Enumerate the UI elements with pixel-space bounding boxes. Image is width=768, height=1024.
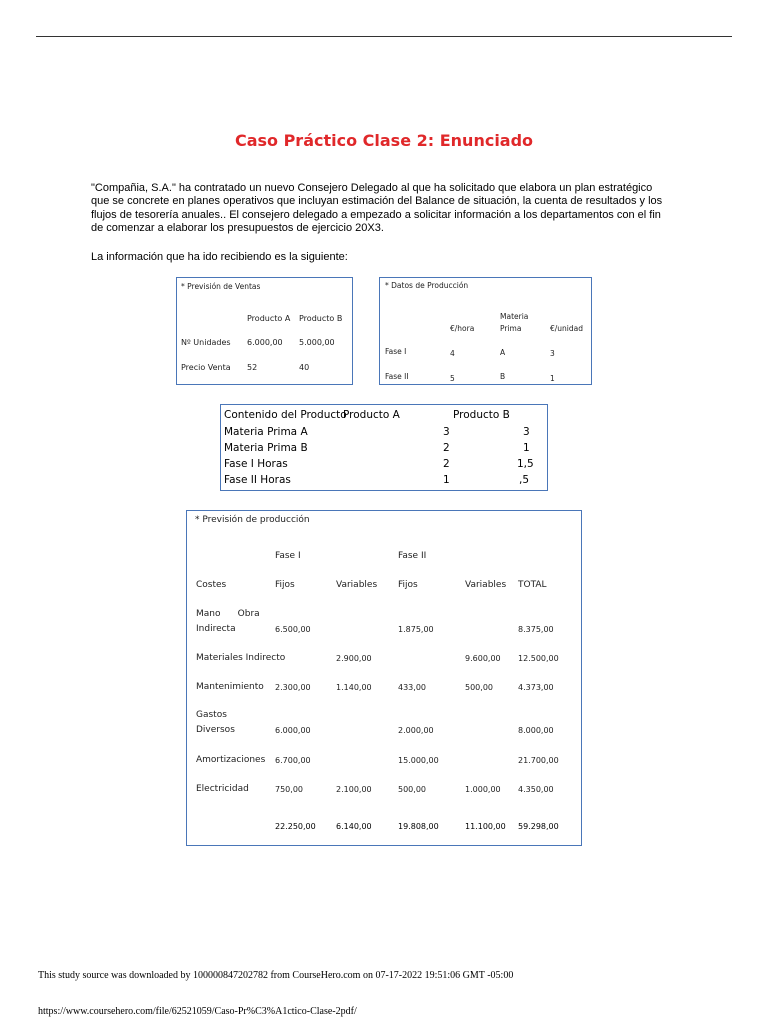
contenido-cell: ,5 [519, 474, 530, 486]
prevision-header: Variables [336, 580, 378, 590]
produccion-header: €/unidad [550, 324, 584, 333]
top-rule [36, 36, 732, 37]
prevision-row-label: Materiales Indirecto [196, 653, 286, 663]
prevision-cell: 6.700,00 [275, 756, 311, 765]
page-title: Caso Práctico Clase 2: Enunciado [234, 131, 534, 150]
prevision-cell: 500,00 [398, 785, 426, 794]
prevision-cell: 8.375,00 [518, 625, 554, 634]
contenido-table [220, 404, 548, 491]
prevision-header: Fijos [398, 580, 418, 590]
produccion-cell: 1 [550, 374, 555, 383]
contenido-cell: 3 [443, 426, 450, 438]
intro-paragraph [91, 182, 691, 235]
prevision-total: 22.250,00 [275, 822, 316, 831]
prevision-cell: 4.373,00 [518, 683, 554, 692]
prevision-cell: 8.000,00 [518, 726, 554, 735]
prevision-cell: 750,00 [275, 785, 303, 794]
contenido-row-label: Materia Prima A [224, 426, 308, 438]
prevision-row-label: Gastos [196, 710, 227, 720]
produccion-cell: B [500, 372, 506, 381]
ventas-cell: 5.000,00 [299, 338, 335, 347]
prevision-cell: 12.500,00 [518, 654, 559, 663]
contenido-cell: 1 [523, 442, 530, 454]
prevision-cell: 2.000,00 [398, 726, 434, 735]
prevision-cell: 4.350,00 [518, 785, 554, 794]
intro-line: que se concrete en planes operativos que incluyan estimación del Balance de situación, la cuenta de resultados y los [91, 195, 663, 208]
prevision-total: 11.100,00 [465, 822, 506, 831]
ventas-cell: 52 [247, 363, 258, 372]
prevision-header: Fijos [275, 580, 295, 590]
contenido-cell: 2 [443, 458, 450, 470]
ventas-cell: 6.000,00 [247, 338, 283, 347]
produccion-header: €/hora [450, 324, 475, 333]
prevision-cell: 2.900,00 [336, 654, 372, 663]
prevision-row-label: Mano Obra [196, 609, 260, 619]
prevision-total: 6.140,00 [336, 822, 372, 831]
prevision-cell: 500,00 [465, 683, 493, 692]
prevision-cell: 9.600,00 [465, 654, 501, 663]
produccion-header: Prima [500, 324, 522, 333]
footer-url[interactable]: https://www.coursehero.com/file/62521059/Caso-Pr%C3%A1ctico-Clase-2pdf/ [38, 1006, 357, 1017]
prevision-total: 19.808,00 [398, 822, 439, 831]
prevision-cell: 6.000,00 [275, 726, 311, 735]
intro-line: de comenzar a elaborar los presupuestos de ejercicio 20X3. [91, 221, 384, 234]
ventas-cell: 40 [299, 363, 310, 372]
contenido-header: Producto B [453, 409, 510, 421]
intro-subtitle: La información que ha ido recibiendo es la siguiente: [91, 251, 348, 263]
prevision-row-label: Diversos [196, 725, 235, 735]
footer-download-note: This study source was downloaded by 100000847202782 from CourseHero.com on 07-17-2022 19:51:06 GMT -05:00 [38, 970, 514, 981]
contenido-header: Producto A [343, 409, 400, 421]
prevision-total: 59.298,00 [518, 822, 559, 831]
ventas-header-b: Producto B [299, 314, 343, 323]
ventas-title: * Previsión de Ventas [181, 282, 261, 291]
produccion-cell: 4 [450, 349, 455, 358]
contenido-cell: 1 [443, 474, 450, 486]
prevision-row-label: Electricidad [196, 784, 249, 794]
prevision-cell: 1.875,00 [398, 625, 434, 634]
prevision-cell: 2.300,00 [275, 683, 311, 692]
fase2-header: Fase II [398, 551, 427, 561]
prevision-cell: 1.000,00 [465, 785, 501, 794]
ventas-row-label: Precio Venta [181, 363, 231, 372]
prevision-row-label: Mantenimiento [196, 682, 264, 692]
prevision-cell: 15.000,00 [398, 756, 439, 765]
contenido-header: Contenido del Producto [224, 409, 347, 421]
produccion-table [379, 277, 592, 385]
prevision-table [186, 510, 582, 846]
produccion-cell: A [500, 348, 506, 357]
prevision-cell: 1.140,00 [336, 683, 372, 692]
prevision-cell: 21.700,00 [518, 756, 559, 765]
produccion-header: Materia [500, 312, 529, 321]
fase1-header: Fase I [275, 551, 301, 561]
prevision-title: * Previsión de producción [195, 515, 310, 525]
ventas-table [176, 277, 353, 385]
intro-line: "Compañia, S.A." ha contratado un nuevo Consejero Delegado al que ha solicitado que elabora un plan estratégico [91, 182, 653, 194]
produccion-cell: 5 [450, 374, 455, 383]
prevision-cell: 433,00 [398, 683, 426, 692]
contenido-row-label: Materia Prima B [224, 442, 308, 454]
prevision-row-label: Amortizaciones [196, 755, 266, 765]
prevision-cell: 6.500,00 [275, 625, 311, 634]
prevision-header: Variables [465, 580, 507, 590]
intro-line: flujos de tesorería anuales.. El consejero delegado a empezado a solicitar información a los departamentos con el fin [91, 208, 661, 221]
contenido-cell: 2 [443, 442, 450, 454]
produccion-row-label: Fase II [385, 372, 409, 381]
prevision-cell: 2.100,00 [336, 785, 372, 794]
contenido-cell: 3 [523, 426, 530, 438]
contenido-row-label: Fase I Horas [224, 458, 288, 470]
prevision-header: TOTAL [518, 580, 547, 590]
contenido-cell: 1,5 [517, 458, 534, 470]
prevision-row-label: Indirecta [196, 624, 236, 634]
produccion-row-label: Fase I [385, 347, 407, 356]
ventas-row-label: Nº Unidades [181, 338, 231, 347]
ventas-header-a: Producto A [247, 314, 291, 323]
prevision-header: Costes [196, 580, 227, 590]
produccion-title: * Datos de Producción [385, 281, 469, 290]
produccion-cell: 3 [550, 349, 555, 358]
contenido-row-label: Fase II Horas [224, 474, 291, 486]
